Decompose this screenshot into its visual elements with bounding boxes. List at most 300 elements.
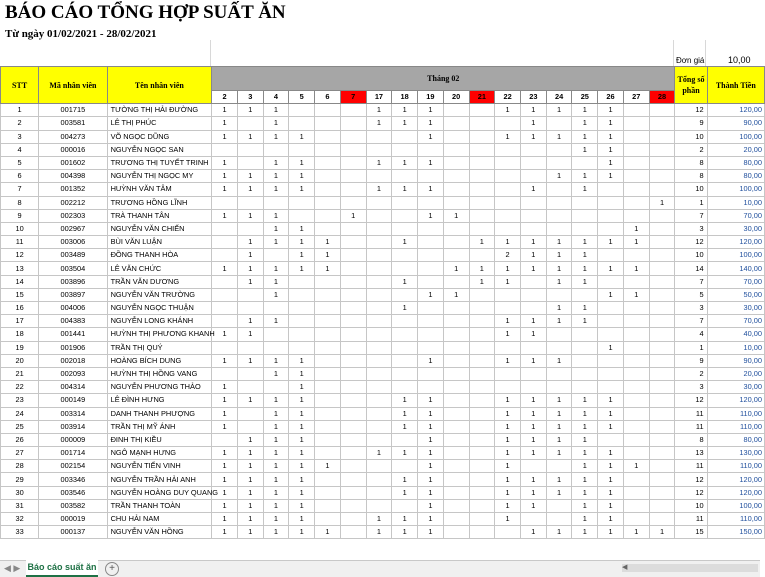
day-mark-cell[interactable] bbox=[623, 420, 649, 433]
day-mark-cell[interactable] bbox=[237, 341, 263, 354]
employee-id-cell[interactable]: 002093 bbox=[39, 367, 107, 380]
day-mark-cell[interactable]: 1 bbox=[263, 499, 289, 512]
employee-id-cell[interactable]: 001602 bbox=[39, 156, 107, 169]
day-mark-cell[interactable]: 1 bbox=[598, 104, 624, 117]
day-mark-cell[interactable] bbox=[443, 473, 469, 486]
day-mark-cell[interactable] bbox=[649, 288, 675, 301]
day-mark-cell[interactable]: 1 bbox=[598, 407, 624, 420]
day-mark-cell[interactable]: 1 bbox=[289, 447, 315, 460]
row-stt[interactable]: 28 bbox=[1, 460, 39, 473]
day-mark-cell[interactable]: 1 bbox=[495, 486, 521, 499]
day-mark-cell[interactable]: 1 bbox=[212, 407, 238, 420]
day-mark-cell[interactable] bbox=[315, 473, 341, 486]
day-mark-cell[interactable] bbox=[469, 433, 495, 446]
day-mark-cell[interactable]: 1 bbox=[237, 209, 263, 222]
day-mark-cell[interactable] bbox=[598, 209, 624, 222]
day-mark-cell[interactable]: 1 bbox=[392, 104, 418, 117]
row-stt[interactable]: 7 bbox=[1, 183, 39, 196]
day-mark-cell[interactable]: 1 bbox=[289, 473, 315, 486]
day-mark-cell[interactable] bbox=[418, 367, 444, 380]
day-mark-cell[interactable]: 1 bbox=[212, 526, 238, 539]
day-mark-cell[interactable] bbox=[443, 236, 469, 249]
employee-name-cell[interactable]: NGUYỄN TIẾN VINH bbox=[107, 460, 212, 473]
day-mark-cell[interactable] bbox=[237, 420, 263, 433]
employee-id-cell[interactable]: 000016 bbox=[39, 143, 107, 156]
day-mark-cell[interactable] bbox=[469, 143, 495, 156]
day-mark-cell[interactable] bbox=[237, 222, 263, 235]
row-stt[interactable]: 32 bbox=[1, 513, 39, 526]
day-mark-cell[interactable] bbox=[623, 209, 649, 222]
day-mark-cell[interactable]: 1 bbox=[495, 236, 521, 249]
row-stt[interactable]: 30 bbox=[1, 486, 39, 499]
day-mark-cell[interactable]: 1 bbox=[212, 183, 238, 196]
day-mark-cell[interactable] bbox=[263, 143, 289, 156]
day-mark-cell[interactable] bbox=[443, 513, 469, 526]
day-mark-cell[interactable] bbox=[520, 460, 546, 473]
day-mark-cell[interactable]: 1 bbox=[263, 354, 289, 367]
amount-cell[interactable]: 110,00 bbox=[707, 407, 764, 420]
day-mark-cell[interactable] bbox=[469, 288, 495, 301]
day-mark-cell[interactable] bbox=[443, 302, 469, 315]
day-mark-cell[interactable]: 1 bbox=[495, 407, 521, 420]
day-mark-cell[interactable]: 1 bbox=[289, 170, 315, 183]
day-mark-cell[interactable]: 1 bbox=[263, 117, 289, 130]
day-mark-cell[interactable]: 1 bbox=[520, 407, 546, 420]
day-mark-cell[interactable]: 1 bbox=[572, 513, 598, 526]
day-mark-cell[interactable] bbox=[469, 354, 495, 367]
employee-id-cell[interactable]: 004273 bbox=[39, 130, 107, 143]
employee-name-cell[interactable]: NGUYỄN VĂN HỒNG bbox=[107, 526, 212, 539]
day-mark-cell[interactable]: 1 bbox=[289, 156, 315, 169]
employee-name-cell[interactable]: TRÀ THANH TÂN bbox=[107, 209, 212, 222]
day-mark-cell[interactable]: 1 bbox=[598, 143, 624, 156]
day-mark-cell[interactable]: 1 bbox=[289, 420, 315, 433]
employee-name-cell[interactable]: DANH THANH PHƯỢNG bbox=[107, 407, 212, 420]
amount-cell[interactable]: 80,00 bbox=[707, 170, 764, 183]
day-mark-cell[interactable]: 1 bbox=[572, 473, 598, 486]
day-mark-cell[interactable] bbox=[340, 156, 366, 169]
day-mark-cell[interactable] bbox=[469, 526, 495, 539]
day-mark-cell[interactable] bbox=[546, 460, 572, 473]
day-mark-cell[interactable] bbox=[572, 367, 598, 380]
employee-name-cell[interactable]: NGÔ MẠNH HƯNG bbox=[107, 447, 212, 460]
day-mark-cell[interactable]: 1 bbox=[366, 513, 392, 526]
day-mark-cell[interactable]: 1 bbox=[520, 486, 546, 499]
row-stt[interactable]: 27 bbox=[1, 447, 39, 460]
total-portions-cell[interactable]: 11 bbox=[675, 420, 707, 433]
day-mark-cell[interactable]: 1 bbox=[572, 420, 598, 433]
employee-id-cell[interactable]: 003896 bbox=[39, 275, 107, 288]
day-mark-cell[interactable]: 1 bbox=[418, 473, 444, 486]
day-mark-cell[interactable] bbox=[340, 315, 366, 328]
day-mark-cell[interactable]: 1 bbox=[546, 407, 572, 420]
day-mark-cell[interactable]: 1 bbox=[418, 460, 444, 473]
day-mark-cell[interactable] bbox=[623, 473, 649, 486]
day-mark-cell[interactable]: 1 bbox=[263, 170, 289, 183]
day-mark-cell[interactable]: 1 bbox=[598, 420, 624, 433]
day-mark-cell[interactable]: 1 bbox=[623, 262, 649, 275]
day-mark-cell[interactable] bbox=[623, 302, 649, 315]
day-mark-cell[interactable]: 1 bbox=[520, 433, 546, 446]
employee-id-cell[interactable]: 003582 bbox=[39, 499, 107, 512]
day-mark-cell[interactable] bbox=[315, 209, 341, 222]
day-mark-cell[interactable]: 1 bbox=[237, 130, 263, 143]
employee-id-cell[interactable]: 003581 bbox=[39, 117, 107, 130]
total-portions-cell[interactable]: 12 bbox=[675, 394, 707, 407]
day-mark-cell[interactable] bbox=[315, 513, 341, 526]
day-mark-cell[interactable] bbox=[443, 275, 469, 288]
amount-cell[interactable]: 40,00 bbox=[707, 328, 764, 341]
day-mark-cell[interactable] bbox=[418, 328, 444, 341]
day-mark-cell[interactable] bbox=[649, 222, 675, 235]
day-mark-cell[interactable]: 1 bbox=[263, 513, 289, 526]
day-mark-cell[interactable]: 1 bbox=[572, 130, 598, 143]
day-mark-cell[interactable]: 1 bbox=[263, 473, 289, 486]
total-portions-cell[interactable]: 12 bbox=[675, 486, 707, 499]
day-mark-cell[interactable]: 1 bbox=[520, 473, 546, 486]
employee-id-cell[interactable]: 001715 bbox=[39, 104, 107, 117]
day-mark-cell[interactable] bbox=[212, 236, 238, 249]
day-mark-cell[interactable] bbox=[546, 156, 572, 169]
day-mark-cell[interactable]: 1 bbox=[237, 526, 263, 539]
day-mark-cell[interactable]: 1 bbox=[495, 130, 521, 143]
day-mark-cell[interactable]: 1 bbox=[572, 526, 598, 539]
day-mark-cell[interactable]: 1 bbox=[366, 526, 392, 539]
day-mark-cell[interactable]: 1 bbox=[392, 394, 418, 407]
day-mark-cell[interactable] bbox=[520, 513, 546, 526]
day-mark-cell[interactable] bbox=[315, 196, 341, 209]
day-mark-cell[interactable]: 1 bbox=[289, 222, 315, 235]
day-mark-cell[interactable] bbox=[340, 117, 366, 130]
employee-name-cell[interactable]: TRẦN THỊ MỸ ÁNH bbox=[107, 420, 212, 433]
day-mark-cell[interactable]: 1 bbox=[520, 117, 546, 130]
day-mark-cell[interactable] bbox=[546, 117, 572, 130]
employee-id-cell[interactable]: 002967 bbox=[39, 222, 107, 235]
day-mark-cell[interactable]: 1 bbox=[418, 394, 444, 407]
day-mark-cell[interactable] bbox=[263, 381, 289, 394]
day-mark-cell[interactable] bbox=[418, 236, 444, 249]
day-mark-cell[interactable] bbox=[469, 104, 495, 117]
day-mark-cell[interactable] bbox=[623, 196, 649, 209]
day-mark-cell[interactable]: 1 bbox=[366, 183, 392, 196]
day-mark-cell[interactable] bbox=[366, 209, 392, 222]
employee-name-cell[interactable]: CHU HẢI NAM bbox=[107, 513, 212, 526]
total-portions-cell[interactable]: 7 bbox=[675, 209, 707, 222]
day-header-6[interactable]: 6 bbox=[315, 91, 341, 104]
day-mark-cell[interactable]: 1 bbox=[495, 328, 521, 341]
day-mark-cell[interactable]: 1 bbox=[237, 183, 263, 196]
day-mark-cell[interactable]: 1 bbox=[546, 526, 572, 539]
day-mark-cell[interactable] bbox=[495, 526, 521, 539]
day-mark-cell[interactable] bbox=[366, 367, 392, 380]
header-employee-name[interactable]: Tên nhân viên bbox=[107, 67, 212, 104]
header-total-portions[interactable]: Tổng số phần bbox=[675, 67, 707, 104]
day-mark-cell[interactable]: 1 bbox=[418, 209, 444, 222]
day-mark-cell[interactable]: 1 bbox=[418, 288, 444, 301]
day-mark-cell[interactable] bbox=[315, 288, 341, 301]
amount-cell[interactable]: 120,00 bbox=[707, 394, 764, 407]
day-mark-cell[interactable]: 1 bbox=[469, 275, 495, 288]
day-mark-cell[interactable] bbox=[212, 249, 238, 262]
day-mark-cell[interactable] bbox=[469, 473, 495, 486]
day-mark-cell[interactable] bbox=[366, 460, 392, 473]
header-amount[interactable]: Thành Tiền bbox=[707, 67, 764, 104]
day-mark-cell[interactable]: 1 bbox=[392, 513, 418, 526]
day-mark-cell[interactable] bbox=[418, 302, 444, 315]
day-mark-cell[interactable]: 1 bbox=[237, 328, 263, 341]
day-mark-cell[interactable] bbox=[340, 433, 366, 446]
day-mark-cell[interactable]: 1 bbox=[598, 341, 624, 354]
day-mark-cell[interactable] bbox=[289, 315, 315, 328]
employee-name-cell[interactable]: LÊ ĐÌNH HƯNG bbox=[107, 394, 212, 407]
day-mark-cell[interactable]: 1 bbox=[443, 262, 469, 275]
employee-id-cell[interactable]: 002303 bbox=[39, 209, 107, 222]
day-mark-cell[interactable]: 1 bbox=[495, 460, 521, 473]
day-mark-cell[interactable]: 1 bbox=[443, 288, 469, 301]
day-mark-cell[interactable]: 1 bbox=[572, 183, 598, 196]
day-mark-cell[interactable] bbox=[340, 420, 366, 433]
total-portions-cell[interactable]: 2 bbox=[675, 367, 707, 380]
day-mark-cell[interactable] bbox=[315, 104, 341, 117]
day-mark-cell[interactable] bbox=[495, 170, 521, 183]
day-mark-cell[interactable] bbox=[289, 117, 315, 130]
day-mark-cell[interactable] bbox=[366, 341, 392, 354]
day-mark-cell[interactable]: 1 bbox=[572, 407, 598, 420]
day-mark-cell[interactable]: 1 bbox=[418, 526, 444, 539]
day-mark-cell[interactable] bbox=[340, 196, 366, 209]
day-mark-cell[interactable] bbox=[443, 196, 469, 209]
total-portions-cell[interactable]: 5 bbox=[675, 288, 707, 301]
day-mark-cell[interactable] bbox=[289, 275, 315, 288]
total-portions-cell[interactable]: 14 bbox=[675, 262, 707, 275]
day-mark-cell[interactable] bbox=[289, 209, 315, 222]
day-mark-cell[interactable] bbox=[366, 143, 392, 156]
day-mark-cell[interactable]: 1 bbox=[237, 433, 263, 446]
day-mark-cell[interactable] bbox=[623, 499, 649, 512]
total-portions-cell[interactable]: 8 bbox=[675, 170, 707, 183]
day-mark-cell[interactable]: 1 bbox=[418, 104, 444, 117]
row-stt[interactable]: 17 bbox=[1, 315, 39, 328]
day-mark-cell[interactable]: 1 bbox=[572, 499, 598, 512]
day-mark-cell[interactable]: 1 bbox=[598, 526, 624, 539]
total-portions-cell[interactable]: 7 bbox=[675, 275, 707, 288]
day-mark-cell[interactable] bbox=[649, 143, 675, 156]
day-mark-cell[interactable]: 1 bbox=[366, 156, 392, 169]
day-mark-cell[interactable] bbox=[495, 222, 521, 235]
day-mark-cell[interactable] bbox=[340, 130, 366, 143]
day-mark-cell[interactable]: 1 bbox=[469, 236, 495, 249]
add-sheet-icon[interactable]: + bbox=[105, 562, 119, 576]
day-mark-cell[interactable]: 1 bbox=[495, 433, 521, 446]
day-mark-cell[interactable] bbox=[418, 222, 444, 235]
day-mark-cell[interactable]: 1 bbox=[340, 209, 366, 222]
day-mark-cell[interactable]: 1 bbox=[495, 315, 521, 328]
row-stt[interactable]: 16 bbox=[1, 302, 39, 315]
day-mark-cell[interactable] bbox=[649, 117, 675, 130]
day-mark-cell[interactable] bbox=[520, 288, 546, 301]
day-mark-cell[interactable]: 1 bbox=[572, 315, 598, 328]
day-mark-cell[interactable]: 1 bbox=[212, 460, 238, 473]
day-mark-cell[interactable] bbox=[315, 354, 341, 367]
day-mark-cell[interactable] bbox=[340, 460, 366, 473]
employee-name-cell[interactable]: HUỲNH THỊ HỒNG VANG bbox=[107, 367, 212, 380]
day-mark-cell[interactable]: 1 bbox=[572, 433, 598, 446]
day-header-18[interactable]: 18 bbox=[392, 91, 418, 104]
employee-name-cell[interactable]: LÊ THỊ PHÚC bbox=[107, 117, 212, 130]
day-mark-cell[interactable]: 1 bbox=[495, 499, 521, 512]
day-mark-cell[interactable]: 1 bbox=[289, 486, 315, 499]
day-mark-cell[interactable]: 1 bbox=[598, 236, 624, 249]
day-mark-cell[interactable] bbox=[237, 407, 263, 420]
day-mark-cell[interactable] bbox=[237, 302, 263, 315]
day-mark-cell[interactable] bbox=[623, 104, 649, 117]
amount-cell[interactable]: 100,00 bbox=[707, 499, 764, 512]
day-mark-cell[interactable]: 1 bbox=[418, 156, 444, 169]
day-mark-cell[interactable] bbox=[315, 407, 341, 420]
day-mark-cell[interactable] bbox=[418, 262, 444, 275]
day-mark-cell[interactable] bbox=[340, 275, 366, 288]
day-mark-cell[interactable] bbox=[315, 143, 341, 156]
day-header-7[interactable]: 7 bbox=[340, 91, 366, 104]
total-portions-cell[interactable]: 4 bbox=[675, 328, 707, 341]
total-portions-cell[interactable]: 12 bbox=[675, 473, 707, 486]
day-mark-cell[interactable]: 1 bbox=[237, 249, 263, 262]
day-mark-cell[interactable]: 1 bbox=[520, 354, 546, 367]
day-mark-cell[interactable] bbox=[315, 341, 341, 354]
day-mark-cell[interactable] bbox=[598, 222, 624, 235]
amount-cell[interactable]: 30,00 bbox=[707, 222, 764, 235]
day-mark-cell[interactable]: 1 bbox=[289, 499, 315, 512]
day-mark-cell[interactable]: 1 bbox=[469, 262, 495, 275]
employee-name-cell[interactable]: TRẦN THANH TOÀN bbox=[107, 499, 212, 512]
day-mark-cell[interactable] bbox=[469, 315, 495, 328]
day-mark-cell[interactable]: 1 bbox=[392, 117, 418, 130]
day-mark-cell[interactable]: 1 bbox=[263, 104, 289, 117]
day-mark-cell[interactable] bbox=[572, 222, 598, 235]
row-stt[interactable]: 3 bbox=[1, 130, 39, 143]
row-stt[interactable]: 15 bbox=[1, 288, 39, 301]
day-mark-cell[interactable]: 1 bbox=[418, 499, 444, 512]
amount-cell[interactable]: 150,00 bbox=[707, 526, 764, 539]
day-mark-cell[interactable]: 1 bbox=[237, 513, 263, 526]
day-mark-cell[interactable] bbox=[649, 407, 675, 420]
row-stt[interactable]: 22 bbox=[1, 381, 39, 394]
day-mark-cell[interactable] bbox=[340, 328, 366, 341]
day-mark-cell[interactable]: 1 bbox=[289, 367, 315, 380]
day-header-21[interactable]: 21 bbox=[469, 91, 495, 104]
day-mark-cell[interactable] bbox=[598, 354, 624, 367]
day-mark-cell[interactable] bbox=[649, 183, 675, 196]
amount-cell[interactable]: 100,00 bbox=[707, 130, 764, 143]
employee-name-cell[interactable]: NGUYỄN LONG KHÁNH bbox=[107, 315, 212, 328]
day-mark-cell[interactable] bbox=[623, 170, 649, 183]
day-mark-cell[interactable]: 1 bbox=[263, 315, 289, 328]
day-mark-cell[interactable]: 1 bbox=[418, 513, 444, 526]
total-portions-cell[interactable]: 13 bbox=[675, 447, 707, 460]
day-mark-cell[interactable] bbox=[443, 170, 469, 183]
day-mark-cell[interactable]: 1 bbox=[366, 447, 392, 460]
day-mark-cell[interactable]: 1 bbox=[392, 447, 418, 460]
day-mark-cell[interactable]: 1 bbox=[546, 236, 572, 249]
day-mark-cell[interactable] bbox=[623, 249, 649, 262]
day-mark-cell[interactable] bbox=[366, 288, 392, 301]
employee-name-cell[interactable]: TRẦN THỊ QUÝ bbox=[107, 341, 212, 354]
day-mark-cell[interactable] bbox=[495, 381, 521, 394]
day-mark-cell[interactable] bbox=[392, 341, 418, 354]
day-mark-cell[interactable] bbox=[623, 117, 649, 130]
employee-id-cell[interactable]: 003314 bbox=[39, 407, 107, 420]
total-portions-cell[interactable]: 10 bbox=[675, 130, 707, 143]
amount-cell[interactable]: 10,00 bbox=[707, 341, 764, 354]
row-stt[interactable]: 25 bbox=[1, 420, 39, 433]
day-mark-cell[interactable]: 1 bbox=[495, 354, 521, 367]
day-mark-cell[interactable]: 1 bbox=[237, 315, 263, 328]
row-stt[interactable]: 26 bbox=[1, 433, 39, 446]
day-mark-cell[interactable] bbox=[392, 209, 418, 222]
day-mark-cell[interactable]: 1 bbox=[289, 394, 315, 407]
day-mark-cell[interactable]: 1 bbox=[649, 196, 675, 209]
day-mark-cell[interactable]: 1 bbox=[212, 170, 238, 183]
day-mark-cell[interactable] bbox=[623, 130, 649, 143]
day-mark-cell[interactable] bbox=[366, 420, 392, 433]
day-mark-cell[interactable] bbox=[546, 513, 572, 526]
day-mark-cell[interactable] bbox=[289, 104, 315, 117]
day-mark-cell[interactable]: 1 bbox=[212, 381, 238, 394]
day-mark-cell[interactable] bbox=[263, 341, 289, 354]
day-mark-cell[interactable]: 1 bbox=[263, 420, 289, 433]
day-mark-cell[interactable]: 1 bbox=[495, 447, 521, 460]
day-mark-cell[interactable]: 1 bbox=[572, 486, 598, 499]
day-header-20[interactable]: 20 bbox=[443, 91, 469, 104]
employee-id-cell[interactable]: 002018 bbox=[39, 354, 107, 367]
total-portions-cell[interactable]: 15 bbox=[675, 526, 707, 539]
employee-name-cell[interactable]: HUỲNH THỊ PHƯƠNG KHANH bbox=[107, 328, 212, 341]
day-mark-cell[interactable] bbox=[495, 209, 521, 222]
day-mark-cell[interactable] bbox=[443, 526, 469, 539]
amount-cell[interactable]: 10,00 bbox=[707, 196, 764, 209]
day-mark-cell[interactable]: 1 bbox=[212, 262, 238, 275]
day-mark-cell[interactable] bbox=[649, 486, 675, 499]
day-mark-cell[interactable] bbox=[212, 143, 238, 156]
row-stt[interactable]: 13 bbox=[1, 262, 39, 275]
day-mark-cell[interactable] bbox=[212, 341, 238, 354]
total-portions-cell[interactable]: 10 bbox=[675, 249, 707, 262]
day-mark-cell[interactable] bbox=[572, 196, 598, 209]
day-mark-cell[interactable] bbox=[495, 156, 521, 169]
day-mark-cell[interactable]: 1 bbox=[623, 222, 649, 235]
day-mark-cell[interactable] bbox=[263, 328, 289, 341]
day-mark-cell[interactable] bbox=[340, 341, 366, 354]
day-mark-cell[interactable]: 1 bbox=[237, 262, 263, 275]
day-mark-cell[interactable]: 1 bbox=[237, 460, 263, 473]
day-mark-cell[interactable]: 1 bbox=[598, 513, 624, 526]
day-mark-cell[interactable]: 1 bbox=[392, 302, 418, 315]
row-stt[interactable]: 29 bbox=[1, 473, 39, 486]
day-mark-cell[interactable]: 1 bbox=[623, 236, 649, 249]
day-mark-cell[interactable]: 1 bbox=[263, 407, 289, 420]
day-mark-cell[interactable]: 1 bbox=[546, 354, 572, 367]
day-mark-cell[interactable] bbox=[392, 499, 418, 512]
day-mark-cell[interactable] bbox=[212, 288, 238, 301]
employee-id-cell[interactable]: 004006 bbox=[39, 302, 107, 315]
day-mark-cell[interactable]: 1 bbox=[237, 499, 263, 512]
row-stt[interactable]: 20 bbox=[1, 354, 39, 367]
day-mark-cell[interactable] bbox=[237, 381, 263, 394]
row-stt[interactable]: 23 bbox=[1, 394, 39, 407]
day-mark-cell[interactable] bbox=[598, 433, 624, 446]
day-mark-cell[interactable] bbox=[366, 275, 392, 288]
day-mark-cell[interactable] bbox=[649, 381, 675, 394]
